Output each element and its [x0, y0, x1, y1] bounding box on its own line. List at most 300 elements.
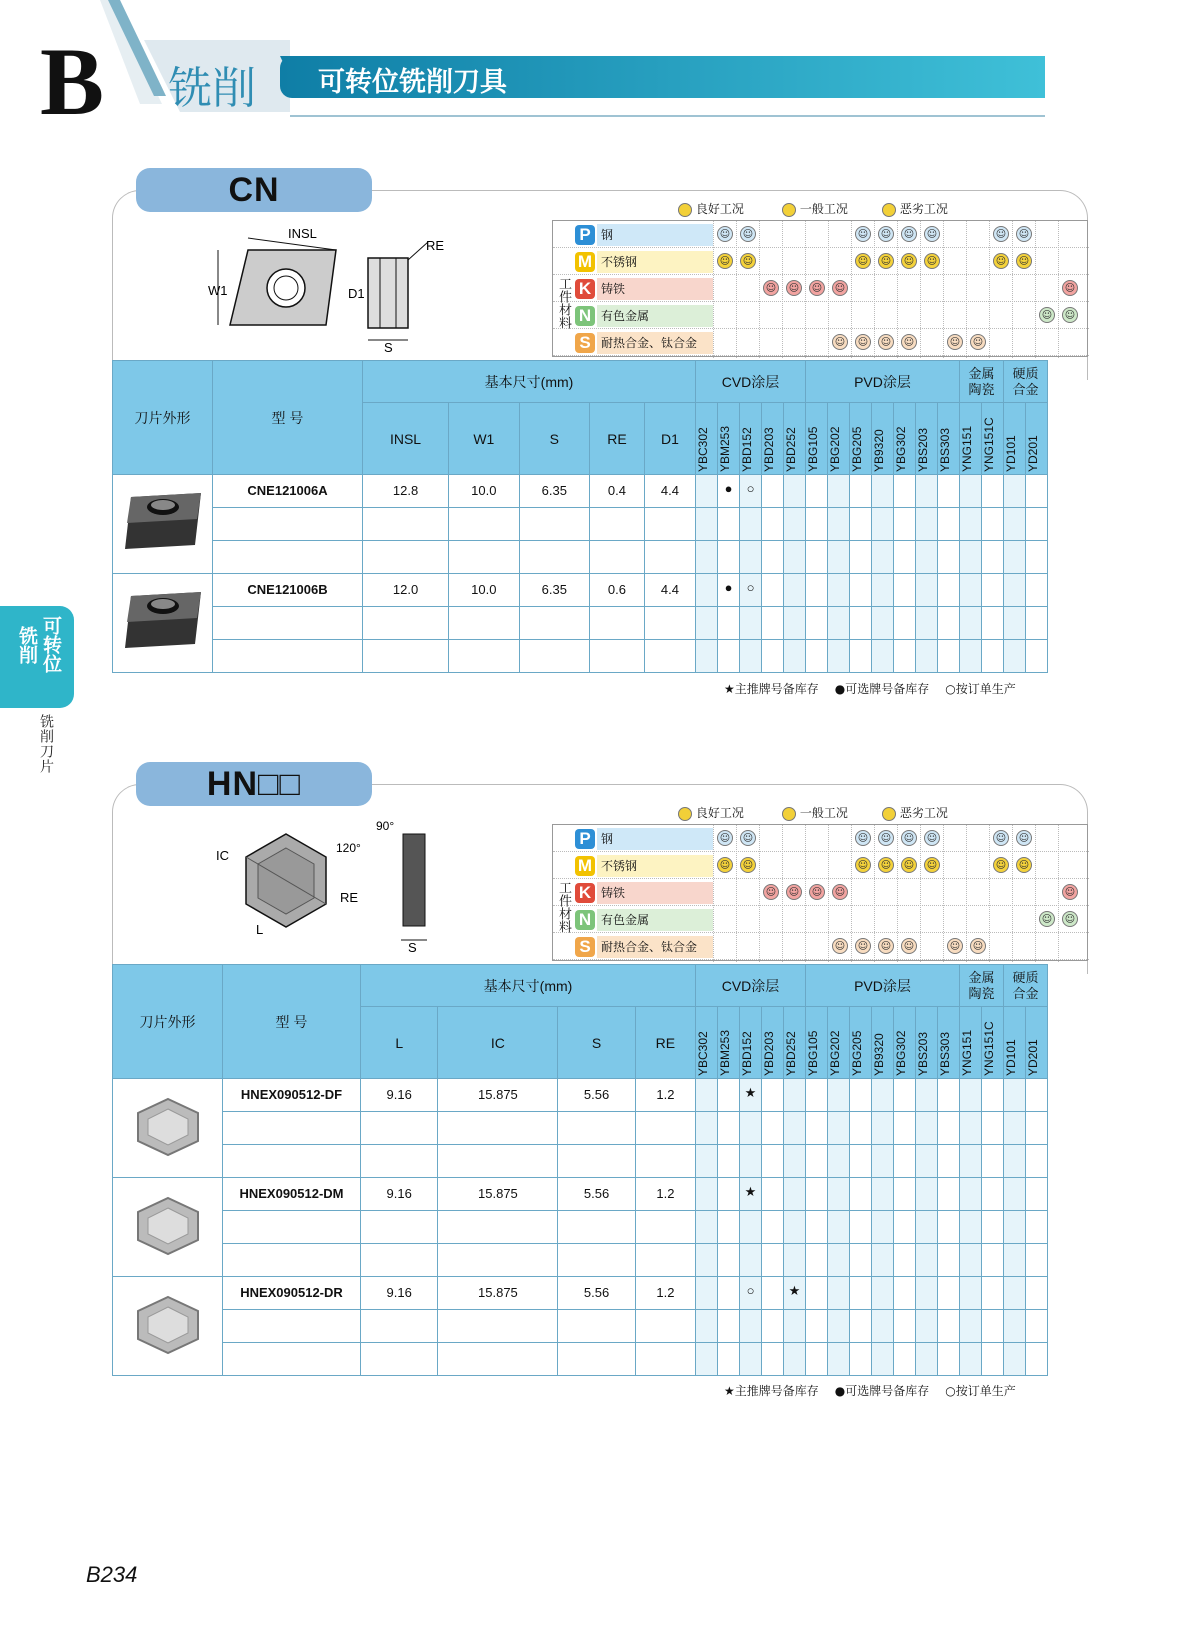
grade-mark: [938, 607, 960, 640]
grade-mark: [850, 574, 872, 607]
grade-mark: [850, 1145, 872, 1178]
condition-icon: ☺: [878, 334, 894, 350]
dim-label-l: L: [256, 922, 264, 937]
grade-mark: [740, 1343, 762, 1376]
angle-label-90: 90°: [376, 819, 395, 833]
grade-header: YBD203: [762, 1030, 776, 1076]
grade-mark: [806, 1178, 828, 1211]
grade-mark: [872, 1211, 894, 1244]
material-letter: S: [575, 333, 595, 353]
grade-mark: [960, 508, 982, 541]
grade-mark: [784, 607, 806, 640]
grade-mark: [938, 1178, 960, 1211]
model-name: HNEX090512-DR: [223, 1277, 361, 1310]
condition-icon: ☺: [993, 830, 1009, 846]
chapter-letter: B: [40, 28, 105, 135]
grade-mark: [1004, 508, 1026, 541]
grade-mark: [1004, 607, 1026, 640]
col-cermet: 金属 陶瓷: [960, 361, 1004, 403]
dim-value: 4.4: [644, 475, 695, 508]
grade-mark: [740, 1244, 762, 1277]
grade-mark: [850, 541, 872, 574]
grade-mark: [1026, 1310, 1048, 1343]
grade-mark: [806, 1112, 828, 1145]
grade-mark: [938, 1112, 960, 1145]
grade-mark: [718, 1211, 740, 1244]
dim-label-s: S: [408, 940, 417, 952]
condition-icon: ☺: [717, 253, 733, 269]
grade-mark: [806, 508, 828, 541]
dim-value: 6.35: [519, 475, 590, 508]
grade-mark: [1026, 1079, 1048, 1112]
col-pvd: PVD涂层: [806, 965, 960, 1007]
grade-mark: [938, 1145, 960, 1178]
grade-header: YBS303: [938, 1031, 952, 1076]
angle-label-120: 120°: [336, 841, 361, 855]
grade-mark: [960, 1211, 982, 1244]
dim-label-s: S: [384, 340, 393, 355]
grade-mark: ★: [784, 1277, 806, 1310]
grade-mark: [784, 1178, 806, 1211]
grade-mark: [718, 1112, 740, 1145]
grade-mark: [718, 1178, 740, 1211]
grade-mark: [828, 1211, 850, 1244]
grade-mark: [938, 475, 960, 508]
grade-mark: [696, 1178, 718, 1211]
grade-mark: [960, 574, 982, 607]
grade-mark: [938, 1277, 960, 1310]
grade-mark: [1026, 1211, 1048, 1244]
condition-icon: ☺: [809, 884, 825, 900]
grade-mark: ★: [740, 1079, 762, 1112]
grade-mark: [806, 541, 828, 574]
grade-mark: [784, 1244, 806, 1277]
grade-mark: [982, 508, 1004, 541]
grade-mark: [696, 1112, 718, 1145]
grade-mark: [938, 640, 960, 673]
grade-mark: [784, 508, 806, 541]
condition-icon: ☺: [901, 857, 917, 873]
grade-mark: [696, 607, 718, 640]
grade-mark: [740, 508, 762, 541]
condition-icon: ☺: [855, 334, 871, 350]
insert-photo: [113, 574, 213, 673]
condition-icon: ☺: [1039, 307, 1055, 323]
material-name: 钢: [597, 224, 713, 246]
grade-mark: [762, 1145, 784, 1178]
insert-photo: [113, 475, 213, 574]
dim-label-re: RE: [426, 238, 445, 253]
material-name: 耐热合金、钛合金: [597, 936, 713, 958]
grade-mark: [916, 1244, 938, 1277]
section-title: CN: [136, 168, 372, 212]
grade-mark: [982, 541, 1004, 574]
grade-mark: [960, 1277, 982, 1310]
material-row-m: [553, 852, 1089, 879]
condition-icon: ☺: [901, 830, 917, 846]
col-model: 型 号: [213, 361, 363, 475]
condition-icon: ☺: [809, 280, 825, 296]
grade-header: YBD152: [740, 1030, 754, 1076]
grade-header: YBG202: [828, 426, 842, 472]
grade-mark: [828, 607, 850, 640]
col-dims: 基本尺寸(mm): [361, 965, 696, 1007]
grade-mark: ○: [740, 574, 762, 607]
grade-mark: [718, 1079, 740, 1112]
grade-header: YBG205: [850, 426, 864, 472]
condition-icon: ☺: [855, 830, 871, 846]
grade-mark: [894, 541, 916, 574]
condition-icon: ☺: [1016, 226, 1032, 242]
grade-mark: [872, 475, 894, 508]
grade-mark: [762, 1112, 784, 1145]
grade-mark: [1004, 1277, 1026, 1310]
model-name: HNEX090512-DF: [223, 1079, 361, 1112]
grade-mark: [960, 1343, 982, 1376]
grade-mark: [982, 574, 1004, 607]
condition-icon: ☺: [878, 253, 894, 269]
grade-mark: [1004, 541, 1026, 574]
grade-mark: [762, 1343, 784, 1376]
grade-mark: [1004, 1211, 1026, 1244]
grade-mark: [718, 1244, 740, 1277]
grade-header: YBD252: [784, 426, 798, 472]
grade-mark: [828, 1145, 850, 1178]
grade-mark: [960, 1112, 982, 1145]
grade-mark: [718, 508, 740, 541]
condition-legend: 良好工况 一般工况 恶劣工况: [552, 802, 1088, 822]
condition-icon: ☺: [1016, 253, 1032, 269]
condition-icon: ☺: [901, 938, 917, 954]
grade-mark: [1026, 607, 1048, 640]
material-grid: [552, 824, 1088, 961]
grade-mark: [894, 1145, 916, 1178]
grade-mark: [762, 541, 784, 574]
grade-mark: [982, 1145, 1004, 1178]
grade-mark: [762, 508, 784, 541]
grade-mark: [784, 475, 806, 508]
grade-mark: [696, 508, 718, 541]
condition-icon: ☺: [786, 884, 802, 900]
grade-mark: [916, 1112, 938, 1145]
side-tab-line2: 铣削: [16, 626, 38, 664]
dim-value: 10.0: [449, 574, 520, 607]
grade-mark: [1026, 1277, 1048, 1310]
material-name: 有色金属: [597, 305, 713, 327]
chapter-title: 铣削: [168, 63, 256, 114]
grade-mark: [982, 1178, 1004, 1211]
side-tab[interactable]: [0, 606, 74, 708]
condition-icon: ☺: [1016, 857, 1032, 873]
grade-mark: [916, 1211, 938, 1244]
dim-value: 5.56: [558, 1079, 635, 1112]
grade-mark: [740, 1211, 762, 1244]
grade-mark: [872, 1277, 894, 1310]
dim-label-d1: D1: [348, 286, 365, 301]
dim-header: D1: [644, 403, 695, 475]
grade-mark: [916, 541, 938, 574]
col-dims: 基本尺寸(mm): [363, 361, 696, 403]
grade-mark: [872, 1244, 894, 1277]
material-row-p: [553, 221, 1089, 248]
grade-mark: [1026, 1145, 1048, 1178]
grade-mark: [894, 640, 916, 673]
grade-mark: [938, 541, 960, 574]
grade-mark: [784, 1343, 806, 1376]
grade-mark: [960, 1310, 982, 1343]
dim-header: RE: [590, 403, 645, 475]
grade-mark: [828, 1343, 850, 1376]
grade-mark: [850, 1178, 872, 1211]
grade-header: YD201: [1026, 434, 1040, 472]
dim-value: 1.2: [635, 1277, 695, 1310]
grade-mark: [1004, 574, 1026, 607]
grade-mark: [762, 607, 784, 640]
dim-value: 1.2: [635, 1178, 695, 1211]
grade-header: YBG105: [806, 426, 820, 472]
grade-mark: [872, 1310, 894, 1343]
dim-value: 4.4: [644, 574, 695, 607]
page-number: B234: [86, 1562, 138, 1587]
condition-icon: ☺: [717, 830, 733, 846]
grade-mark: [762, 1244, 784, 1277]
grade-mark: [762, 1079, 784, 1112]
grade-mark: [718, 541, 740, 574]
grade-mark: [762, 475, 784, 508]
material-letter: N: [575, 910, 595, 930]
grade-mark: [1004, 1112, 1026, 1145]
grade-mark: [718, 607, 740, 640]
material-row-p: [553, 825, 1089, 852]
grade-mark: [806, 1310, 828, 1343]
condition-icon: ☺: [901, 226, 917, 242]
material-row-s: [553, 933, 1089, 960]
grade-mark: [982, 607, 1004, 640]
grade-mark: [982, 1277, 1004, 1310]
condition-icon: ☺: [947, 334, 963, 350]
grade-mark: [850, 508, 872, 541]
grade-header: YBG105: [806, 1030, 820, 1076]
grade-header: YB9320: [872, 1032, 886, 1076]
grade-mark: [916, 640, 938, 673]
material-name: 铸铁: [597, 278, 713, 300]
grade-mark: [872, 1112, 894, 1145]
grade-header: YBD152: [740, 426, 754, 472]
condition-icon: ☺: [763, 884, 779, 900]
dim-value: 9.16: [361, 1178, 438, 1211]
grade-mark: [696, 1244, 718, 1277]
dim-value: 9.16: [361, 1277, 438, 1310]
grade-mark: [828, 1178, 850, 1211]
grade-header: YD101: [1004, 434, 1018, 472]
grade-mark: [938, 574, 960, 607]
insert-photo: [113, 1277, 223, 1376]
condition-icon: ☺: [947, 938, 963, 954]
grade-mark: ○: [740, 475, 762, 508]
insert-photo: [113, 1079, 223, 1178]
condition-icon: ☺: [924, 226, 940, 242]
material-name: 铸铁: [597, 882, 713, 904]
cn-insert-drawing: [208, 220, 458, 355]
material-row-k: [553, 879, 1089, 906]
dim-value: 5.56: [558, 1178, 635, 1211]
col-pvd: PVD涂层: [806, 361, 960, 403]
grade-mark: [938, 1343, 960, 1376]
grade-mark: [1026, 574, 1048, 607]
dim-label-w1: W1: [208, 283, 228, 298]
grade-mark: [960, 1178, 982, 1211]
dim-header: S: [558, 1007, 635, 1079]
grade-header: YBG302: [894, 426, 908, 472]
grade-mark: [960, 1244, 982, 1277]
grade-mark: [696, 1211, 718, 1244]
grade-mark: [960, 1079, 982, 1112]
grade-mark: [696, 541, 718, 574]
material-grid: [552, 220, 1088, 357]
grade-mark: [916, 475, 938, 508]
grade-mark: [828, 1277, 850, 1310]
dim-value: 0.4: [590, 475, 645, 508]
grade-header: YBS303: [938, 427, 952, 472]
grade-mark: [916, 508, 938, 541]
grade-mark: [1004, 1145, 1026, 1178]
grade-mark: [1026, 1343, 1048, 1376]
product-table-cn: [112, 360, 1048, 673]
condition-icon: ☺: [993, 226, 1009, 242]
grade-mark: [740, 640, 762, 673]
model-name: CNE121006B: [213, 574, 363, 607]
insert-photo: [113, 1178, 223, 1277]
material-name: 钢: [597, 828, 713, 850]
grade-mark: [1026, 541, 1048, 574]
grade-mark: [740, 1112, 762, 1145]
grade-header: YBG205: [850, 1030, 864, 1076]
grade-mark: [784, 574, 806, 607]
grade-mark: [1004, 1244, 1026, 1277]
grade-mark: [982, 1343, 1004, 1376]
grade-mark: [872, 607, 894, 640]
grade-mark: [916, 1310, 938, 1343]
material-row-s: [553, 329, 1089, 356]
material-name: 耐热合金、钛合金: [597, 332, 713, 354]
grade-mark: [1004, 475, 1026, 508]
grade-mark: [1026, 640, 1048, 673]
side-tab-line1: 可转位: [40, 616, 62, 673]
grade-mark: [806, 1277, 828, 1310]
material-row-n: [553, 906, 1089, 933]
grade-mark: [982, 1112, 1004, 1145]
dim-header: IC: [438, 1007, 558, 1079]
model-name: HNEX090512-DM: [223, 1178, 361, 1211]
grade-mark: [828, 1112, 850, 1145]
condition-icon: ☺: [740, 857, 756, 873]
grade-mark: [872, 508, 894, 541]
condition-icon: ☺: [763, 280, 779, 296]
material-letter: M: [575, 856, 595, 876]
grade-mark: [1026, 1112, 1048, 1145]
grade-mark: [784, 541, 806, 574]
grade-mark: [938, 1211, 960, 1244]
grade-mark: [894, 1112, 916, 1145]
grade-mark: [762, 1211, 784, 1244]
col-cvd: CVD涂层: [696, 361, 806, 403]
grade-mark: [982, 475, 1004, 508]
dim-header: W1: [449, 403, 520, 475]
grade-mark: [982, 640, 1004, 673]
grade-mark: ○: [740, 1277, 762, 1310]
grade-mark: [762, 1310, 784, 1343]
grade-mark: [850, 1211, 872, 1244]
condition-icon: ☺: [924, 857, 940, 873]
grade-mark: [696, 1145, 718, 1178]
material-letter: K: [575, 279, 595, 299]
grade-mark: [850, 1244, 872, 1277]
grade-mark: [894, 1277, 916, 1310]
grade-header: YBC302: [696, 1030, 710, 1076]
grade-mark: [696, 1310, 718, 1343]
grade-header: YBM253: [718, 1029, 732, 1076]
condition-icon: ☺: [1016, 830, 1032, 846]
grade-mark: [718, 1145, 740, 1178]
grade-mark: [982, 1310, 1004, 1343]
dim-value: 15.875: [438, 1277, 558, 1310]
grade-header: YD101: [1004, 1038, 1018, 1076]
grade-mark: [850, 640, 872, 673]
grade-mark: [938, 508, 960, 541]
grade-mark: [1004, 640, 1026, 673]
grade-mark: [696, 574, 718, 607]
grade-mark: [806, 574, 828, 607]
grade-mark: [982, 1244, 1004, 1277]
grade-mark: [1026, 508, 1048, 541]
condition-icon: ☺: [993, 253, 1009, 269]
grade-mark: [916, 607, 938, 640]
material-row-k: [553, 275, 1089, 302]
grade-mark: [828, 1079, 850, 1112]
grade-mark: [894, 1244, 916, 1277]
product-table-hn: [112, 964, 1048, 1376]
dim-header: RE: [635, 1007, 695, 1079]
grade-mark: [894, 1178, 916, 1211]
condition-icon: ☺: [1039, 911, 1055, 927]
grade-mark: [762, 1277, 784, 1310]
grade-mark: [894, 508, 916, 541]
grade-mark: [696, 1079, 718, 1112]
grade-mark: [894, 1211, 916, 1244]
grade-header: YD201: [1026, 1038, 1040, 1076]
grade-mark: [718, 640, 740, 673]
grade-mark: [850, 1112, 872, 1145]
material-name: 不锈钢: [597, 855, 713, 877]
grade-mark: [784, 1211, 806, 1244]
grade-mark: [1004, 1079, 1026, 1112]
material-name: 有色金属: [597, 909, 713, 931]
material-letter: M: [575, 252, 595, 272]
grade-header: YBC302: [696, 426, 710, 472]
grade-mark: [828, 541, 850, 574]
grade-mark: [784, 1145, 806, 1178]
grade-mark: [696, 475, 718, 508]
grade-mark: [938, 1244, 960, 1277]
grade-mark: [762, 640, 784, 673]
dim-value: 15.875: [438, 1178, 558, 1211]
grade-mark: [894, 1310, 916, 1343]
footnote: ★主推牌号备库存 ●可选牌号备库存 ○按订单生产: [724, 1384, 1016, 1398]
grade-mark: ●: [718, 574, 740, 607]
col-cermet: 金属 陶瓷: [960, 965, 1004, 1007]
grade-mark: [894, 1079, 916, 1112]
grade-mark: [740, 607, 762, 640]
